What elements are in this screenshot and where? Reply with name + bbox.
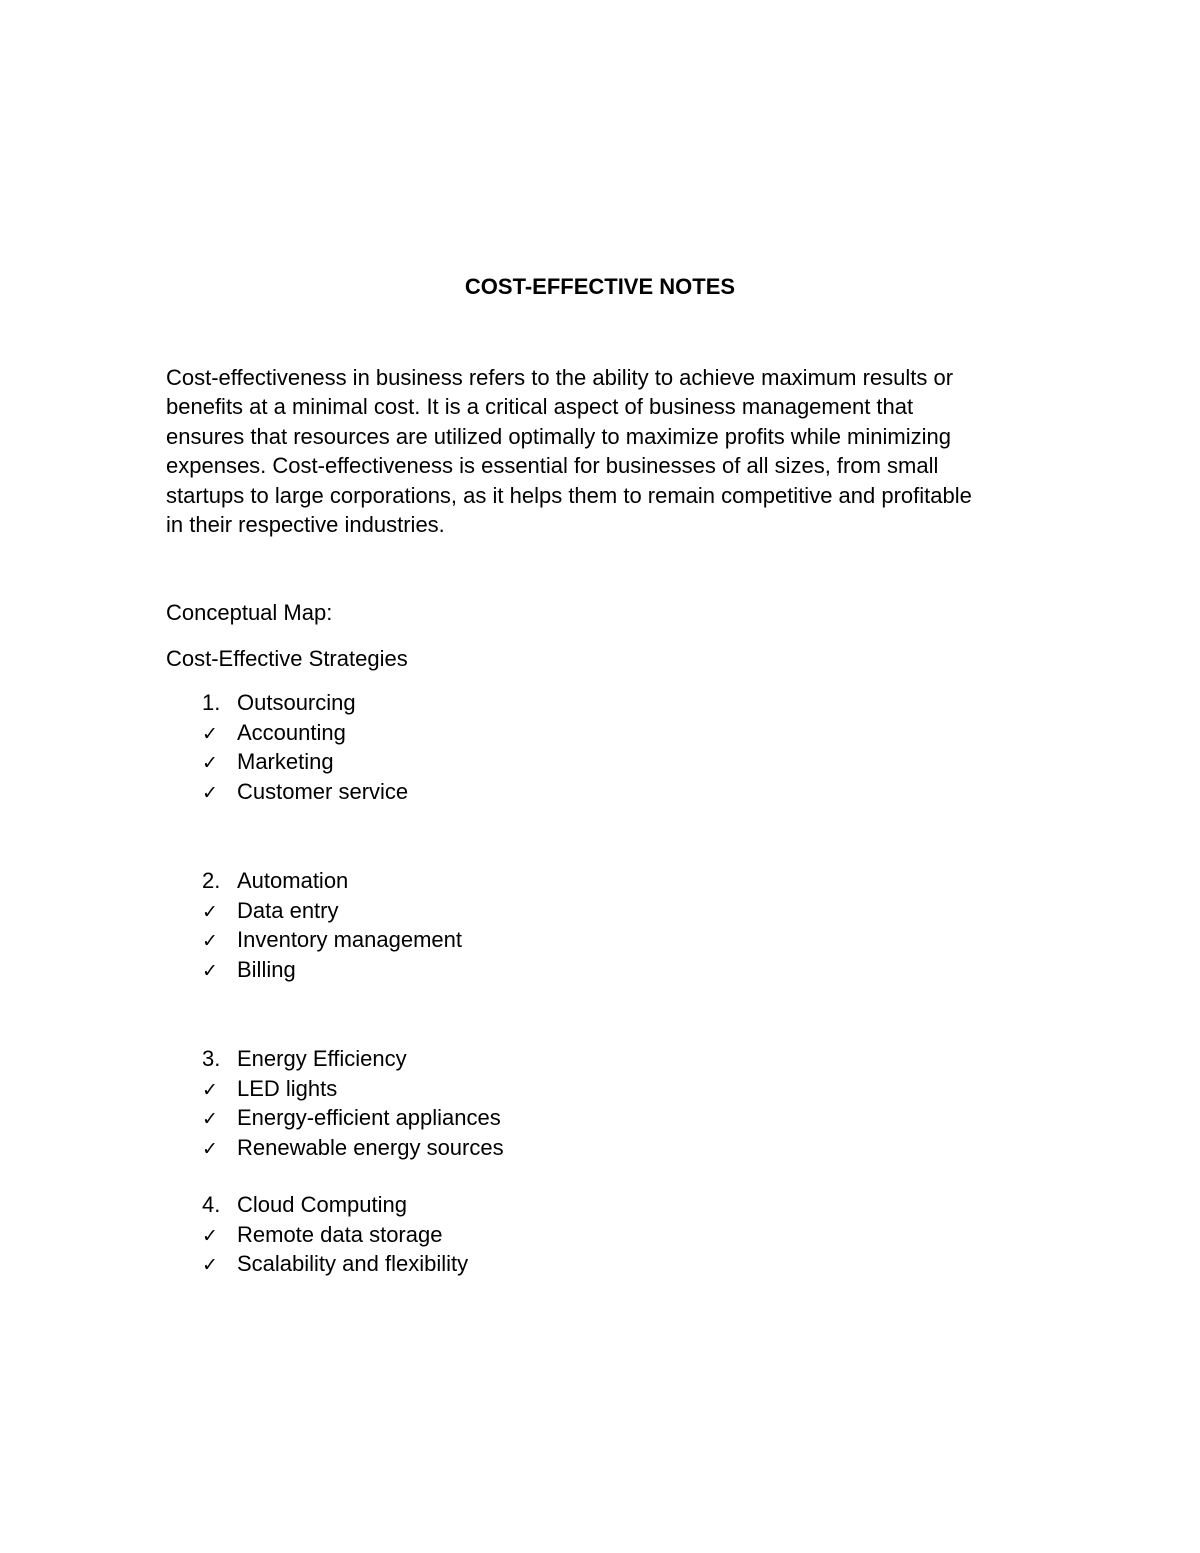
checkmark-icon: ✓ [202,781,218,804]
list-item-label: LED lights [237,1075,338,1101]
list-number: 3. [202,1046,221,1071]
strategy-group-outsourcing [200,688,800,806]
list-item-label: Data entry [237,897,339,923]
strategy-name: Energy Efficiency [237,1046,407,1071]
checkmark-icon: ✓ [202,1108,218,1130]
list-number: 4. [202,1192,221,1217]
list-item [200,1103,800,1133]
list-item [200,747,800,777]
checkmark-icon: ✓ [202,900,218,923]
strategy-heading [200,688,800,718]
list-item [200,1249,800,1279]
list-item-label: Scalability and flexibility [237,1251,469,1276]
list-item-label: Customer service [237,778,409,804]
list-number: 2. [202,868,221,893]
intro-line: startups to large corporations, as it helps them to remain competitive and profitable [166,482,972,508]
checkmark-icon: ✓ [202,1078,218,1101]
checkmark-icon: ✓ [202,1254,218,1276]
intro-paragraph [166,363,1046,539]
checkmark-icon: ✓ [202,959,218,982]
strategy-group-cloud-computing [200,1190,800,1279]
strategy-name: Outsourcing [237,690,356,715]
strategy-name: Automation [237,868,349,893]
list-item-label: Marketing [237,749,334,774]
list-item [200,1074,800,1104]
strategy-heading [200,1044,800,1074]
intro-line: in their respective industries. [166,512,445,538]
list-item [200,896,800,926]
list-item [200,1133,800,1163]
strategies-label: Cost-Effective Strategies [166,646,408,671]
strategy-name: Cloud Computing [237,1192,407,1217]
strategy-group-automation [200,866,800,984]
checkmark-icon: ✓ [202,1224,218,1247]
checkmark-icon: ✓ [202,752,218,774]
document-title: COST-EFFECTIVE NOTES [464,274,736,299]
list-item-label: Renewable energy sources [237,1134,504,1160]
intro-line: Cost-effectiveness in business refers to the ability to achieve maximum results or [166,365,954,390]
strategy-heading [200,866,800,896]
list-item [200,718,800,748]
intro-line: benefits at a minimal cost. It is a critical aspect of business management that [166,394,914,420]
list-item [200,1220,800,1250]
list-item-label: Accounting [237,719,346,745]
list-item [200,777,800,807]
list-number: 1. [202,690,221,715]
list-item [200,955,800,985]
strategy-heading [200,1190,800,1220]
list-item-label: Inventory management [237,927,463,952]
checkmark-icon: ✓ [202,722,218,745]
list-item [200,925,800,955]
list-item-label: Energy-efficient appliances [237,1105,501,1130]
intro-line: ensures that resources are utilized optimally to maximize profits while minimizing [166,423,951,449]
list-item-label: Billing [237,956,296,982]
checkmark-icon: ✓ [202,1137,218,1160]
list-item-label: Remote data storage [237,1221,443,1247]
intro-line: expenses. Cost-effectiveness is essential for businesses of all sizes, from small [166,453,939,479]
conceptual-map-label: Conceptual Map: [166,600,333,625]
checkmark-icon: ✓ [202,930,218,952]
strategy-group-energy-efficiency [200,1044,800,1162]
